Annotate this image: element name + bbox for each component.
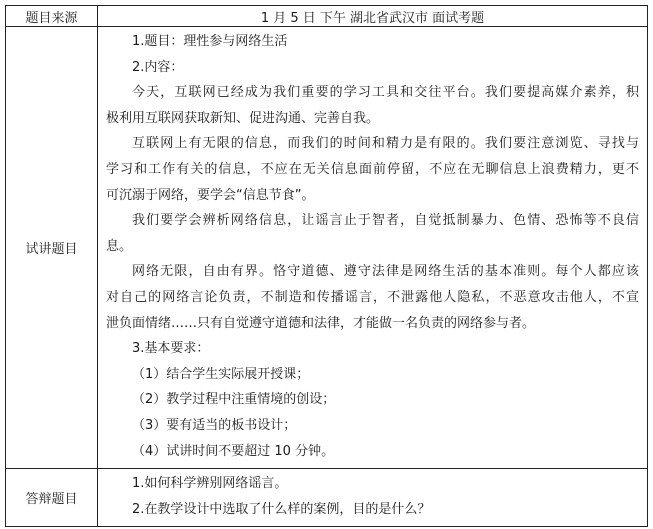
requirement-item: （3）要有适当的板书设计；: [132, 417, 297, 433]
para2-line2: 学习和工作有关的信息，不应在无关信息面前停留，不应在无聊信息上浪费精力，更不: [106, 161, 639, 177]
lecture-row: [6, 27, 648, 469]
para3-line1: 我们要学会辨析网络信息，让谣言止于智者，自觉抵制暴力、色情、恐怖等不良信: [132, 213, 639, 229]
para3-line2: 息。: [106, 238, 133, 254]
para1-line2: 极利用互联网获取新知、促进沟通、完善自我。: [106, 110, 380, 126]
requirements-heading: 3.基本要求：: [132, 341, 210, 357]
defense-question: 2.在教学设计中选取了什么样的案例，目的是什么？: [132, 501, 431, 517]
defense-label: 答辩题目: [6, 469, 98, 527]
defense-question: 1.如何科学辨别网络谣言。: [132, 476, 288, 492]
source-value: 1 月 5 日 下午 湖北省武汉市 面试考题: [98, 6, 648, 27]
para4-line1: 网络无限，自由有界。恪守道德、遵守法律是网络生活的基本准则。每个人都应该: [132, 264, 639, 280]
para1-line1: 今天，互联网已经成为我们重要的学习工具和交往平台。我们要提高媒介素养，积: [132, 85, 639, 101]
defense-content: [98, 469, 648, 527]
defense-row: [6, 469, 648, 527]
requirement-item: （2）教学过程中注重情境的创设；: [132, 392, 336, 408]
lecture-content: [98, 27, 648, 469]
exam-question-table: [5, 5, 648, 527]
requirement-item: （1）结合学生实际展开授课；: [132, 366, 310, 382]
para4-line2: 对自己的网络言论负责，不制造和传播谣言，不泄露他人隐私，不恶意攻击他人，不宣: [106, 289, 639, 305]
para2-line1: 互联网上有无限的信息，而我们的时间和精力是有限的。我们要注意浏览、寻找与: [132, 136, 639, 152]
requirement-item: （4）试讲时间不要超过 10 分钟。: [132, 443, 335, 459]
lecture-title: 1.题目：理性参与网络生活: [132, 34, 288, 49]
source-row: [6, 6, 648, 27]
source-label: 题目来源: [6, 6, 98, 27]
para2-line3: 可沉溺于网络，要学会“信息节食”。: [106, 187, 315, 203]
lecture-label: 试讲题目: [6, 27, 98, 469]
content-heading: 2.内容：: [132, 59, 184, 75]
para4-line3: 泄负面情绪……只有自觉遵守道德和法律，才能做一名负责的网络参与者。: [106, 315, 536, 331]
